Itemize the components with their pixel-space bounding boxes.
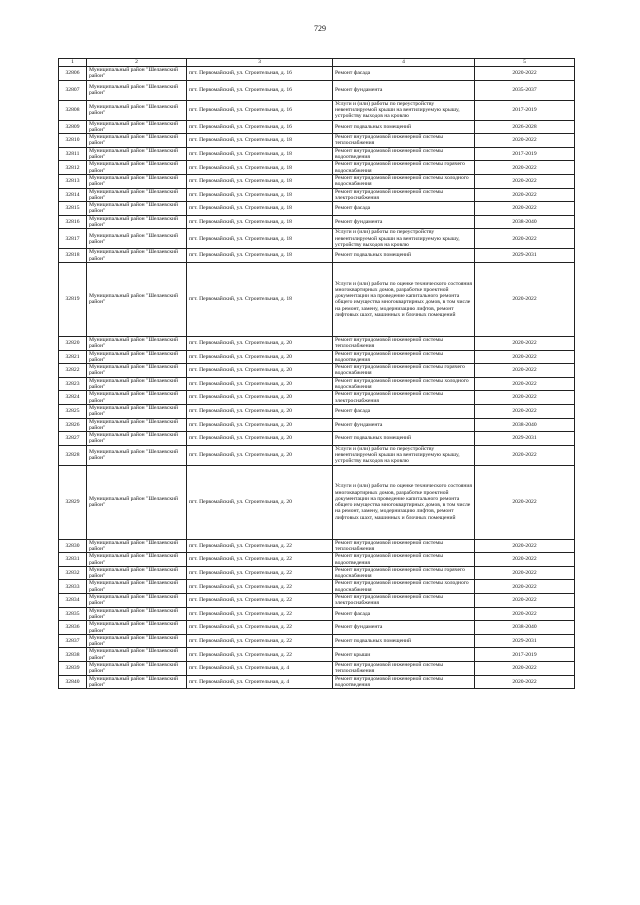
row-number-cell: 32823 xyxy=(59,377,87,391)
table-row xyxy=(59,539,575,553)
work-type-cell: Ремонт фасада xyxy=(333,404,475,418)
address-cell: пгт. Первомайский, ул. Строительная, д. 22 xyxy=(187,539,333,553)
row-number-cell: 32825 xyxy=(59,404,87,418)
period-cell: 2020-2022 xyxy=(475,336,575,350)
work-type-cell: Ремонт внутридомовой инженерной системы холодного водоснабжения xyxy=(333,174,475,188)
table-row xyxy=(59,594,575,608)
period-cell: 2029-2031 xyxy=(475,249,575,263)
row-number-cell: 32831 xyxy=(59,553,87,567)
period-cell: 2020-2022 xyxy=(475,134,575,148)
address-cell: пгт. Первомайский, ул. Строительная, д. 18 xyxy=(187,174,333,188)
period-cell: 2029-2031 xyxy=(475,634,575,648)
work-type-cell: Ремонт внутридомовой инженерной системы электроснабжения xyxy=(333,594,475,608)
municipality-cell: Муниципальный район "Шелаевский район" xyxy=(87,134,187,148)
row-number-cell: 32839 xyxy=(59,662,87,676)
table-row xyxy=(59,100,575,120)
table-row xyxy=(59,465,575,539)
row-number-cell: 32817 xyxy=(59,229,87,249)
address-cell: пгт. Первомайский, ул. Строительная, д. 18 xyxy=(187,249,333,263)
municipality-cell: Муниципальный район "Шелаевский район" xyxy=(87,120,187,134)
work-type-cell: Ремонт внутридомовой инженерной системы теплоснабжения xyxy=(333,134,475,148)
work-type-cell: Ремонт внутридомовой инженерной системы горячего водоснабжения xyxy=(333,566,475,580)
address-cell: пгт. Первомайский, ул. Строительная, д. 20 xyxy=(187,432,333,446)
row-number-cell: 32837 xyxy=(59,634,87,648)
work-type-cell: Услуги и (или) работы по переустройству невентилируемой крыши на вентилируемую крышу, устройству выходов на кровлю xyxy=(333,100,475,120)
municipality-cell: Муниципальный район "Шелаевский район" xyxy=(87,202,187,216)
period-cell: 2020-2022 xyxy=(475,350,575,364)
row-number-cell: 32815 xyxy=(59,202,87,216)
table-row xyxy=(59,67,575,81)
table-row xyxy=(59,648,575,662)
row-number-cell: 32829 xyxy=(59,465,87,539)
work-type-cell: Ремонт фасада xyxy=(333,607,475,621)
work-type-cell: Услуги и (или) работы по переустройству невентилируемой крыши на вентилируемую крышу, устройству выходов на кровлю xyxy=(333,229,475,249)
row-number-cell: 32816 xyxy=(59,215,87,229)
municipality-cell: Муниципальный район "Шелаевский район" xyxy=(87,539,187,553)
municipality-cell: Муниципальный район "Шелаевский район" xyxy=(87,174,187,188)
work-type-cell: Услуги и (или) работы по оценке технического состояния многоквартирных домов, разработке проектной документации на проведение капитального ремонта общего имущества многоквартирных домов, в том числе на ремонт, замену, модернизацию лифтов, ремонт лифтовых шахт, машинных и блочных помещений xyxy=(333,465,475,539)
address-cell: пгт. Первомайский, ул. Строительная, д. 22 xyxy=(187,648,333,662)
table-row xyxy=(59,566,575,580)
work-type-cell: Ремонт внутридомовой инженерной системы горячего водоснабжения xyxy=(333,161,475,175)
row-number-cell: 32838 xyxy=(59,648,87,662)
table-row xyxy=(59,553,575,567)
address-cell: пгт. Первомайский, ул. Строительная, д. 4 xyxy=(187,675,333,689)
address-cell: пгт. Первомайский, ул. Строительная, д. 18 xyxy=(187,202,333,216)
column-number-1: 1 xyxy=(59,59,87,67)
municipality-cell: Муниципальный район "Шелаевский район" xyxy=(87,445,187,465)
table-row xyxy=(59,391,575,405)
period-cell: 2017-2019 xyxy=(475,147,575,161)
row-number-cell: 32821 xyxy=(59,350,87,364)
table-row xyxy=(59,432,575,446)
address-cell: пгт. Первомайский, ул. Строительная, д. 20 xyxy=(187,350,333,364)
page-number: 729 xyxy=(314,24,326,33)
municipality-cell: Муниципальный район "Шелаевский район" xyxy=(87,262,187,336)
period-cell: 2020-2022 xyxy=(475,675,575,689)
work-type-cell: Ремонт внутридомовой инженерной системы теплоснабжения xyxy=(333,662,475,676)
row-number-cell: 32806 xyxy=(59,67,87,81)
work-type-cell: Ремонт внутридомовой инженерной системы холодного водоснабжения xyxy=(333,580,475,594)
address-cell: пгт. Первомайский, ул. Строительная, д. 18 xyxy=(187,229,333,249)
municipality-cell: Муниципальный район "Шелаевский район" xyxy=(87,432,187,446)
row-number-cell: 32822 xyxy=(59,364,87,378)
municipality-cell: Муниципальный район "Шелаевский район" xyxy=(87,350,187,364)
column-number-2: 2 xyxy=(87,59,187,67)
table-row xyxy=(59,188,575,202)
row-number-cell: 32808 xyxy=(59,100,87,120)
row-number-cell: 32818 xyxy=(59,249,87,263)
row-number-cell: 32830 xyxy=(59,539,87,553)
period-cell: 2020-2022 xyxy=(475,404,575,418)
period-cell: 2020-2022 xyxy=(475,364,575,378)
period-cell: 2020-2022 xyxy=(475,594,575,608)
row-number-cell: 32809 xyxy=(59,120,87,134)
row-number-cell: 32832 xyxy=(59,566,87,580)
period-cell: 2017-2019 xyxy=(475,648,575,662)
address-cell: пгт. Первомайский, ул. Строительная, д. 20 xyxy=(187,445,333,465)
table-row xyxy=(59,202,575,216)
table-row xyxy=(59,147,575,161)
address-cell: пгт. Первомайский, ул. Строительная, д. 16 xyxy=(187,120,333,134)
address-cell: пгт. Первомайский, ул. Строительная, д. 18 xyxy=(187,188,333,202)
work-type-cell: Услуги и (или) работы по оценке технического состояния многоквартирных домов, разработке проектной документации на проведение капитального ремонта общего имущества многоквартирных домов, в том числе на ремонт, замену, модернизацию лифтов, ремонт лифтовых шахт, машинных и блочных помещений xyxy=(333,262,475,336)
table-row xyxy=(59,404,575,418)
municipality-cell: Муниципальный район "Шелаевский район" xyxy=(87,607,187,621)
row-number-cell: 32834 xyxy=(59,594,87,608)
registry-table xyxy=(58,58,575,689)
table-row xyxy=(59,377,575,391)
municipality-cell: Муниципальный район "Шелаевский район" xyxy=(87,80,187,100)
row-number-cell: 32812 xyxy=(59,161,87,175)
address-cell: пгт. Первомайский, ул. Строительная, д. 22 xyxy=(187,580,333,594)
address-cell: пгт. Первомайский, ул. Строительная, д. 20 xyxy=(187,418,333,432)
period-cell: 2020-2022 xyxy=(475,229,575,249)
address-cell: пгт. Первомайский, ул. Строительная, д. 20 xyxy=(187,465,333,539)
row-number-cell: 32820 xyxy=(59,336,87,350)
municipality-cell: Муниципальный район "Шелаевский район" xyxy=(87,648,187,662)
work-type-cell: Ремонт крыши xyxy=(333,648,475,662)
table-row xyxy=(59,350,575,364)
period-cell: 2020-2022 xyxy=(475,607,575,621)
municipality-cell: Муниципальный район "Шелаевский район" xyxy=(87,391,187,405)
address-cell: пгт. Первомайский, ул. Строительная, д. 22 xyxy=(187,566,333,580)
work-type-cell: Услуги и (или) работы по переустройству невентилируемой крыши на вентилируемую крышу, устройству выходов на кровлю xyxy=(333,445,475,465)
row-number-cell: 32836 xyxy=(59,621,87,635)
period-cell: 2038-2040 xyxy=(475,621,575,635)
table-row xyxy=(59,134,575,148)
period-cell: 2020-2022 xyxy=(475,188,575,202)
address-cell: пгт. Первомайский, ул. Строительная, д. 22 xyxy=(187,634,333,648)
period-cell: 2020-2022 xyxy=(475,662,575,676)
address-cell: пгт. Первомайский, ул. Строительная, д. 16 xyxy=(187,80,333,100)
column-number-5: 5 xyxy=(475,59,575,67)
municipality-cell: Муниципальный район "Шелаевский район" xyxy=(87,249,187,263)
address-cell: пгт. Первомайский, ул. Строительная, д. 22 xyxy=(187,594,333,608)
period-cell: 2038-2040 xyxy=(475,215,575,229)
table-row xyxy=(59,634,575,648)
municipality-cell: Муниципальный район "Шелаевский район" xyxy=(87,100,187,120)
period-cell: 2020-2022 xyxy=(475,465,575,539)
work-type-cell: Ремонт подвальных помещений xyxy=(333,120,475,134)
period-cell: 2020-2022 xyxy=(475,580,575,594)
table-row xyxy=(59,262,575,336)
address-cell: пгт. Первомайский, ул. Строительная, д. 22 xyxy=(187,621,333,635)
work-type-cell: Ремонт внутридомовой инженерной системы электроснабжения xyxy=(333,188,475,202)
work-type-cell: Ремонт подвальных помещений xyxy=(333,432,475,446)
municipality-cell: Муниципальный район "Шелаевский район" xyxy=(87,229,187,249)
work-type-cell: Ремонт подвальных помещений xyxy=(333,249,475,263)
table-row xyxy=(59,336,575,350)
row-number-cell: 32828 xyxy=(59,445,87,465)
period-cell: 2020-2022 xyxy=(475,377,575,391)
row-number-cell: 32840 xyxy=(59,675,87,689)
row-number-cell: 32827 xyxy=(59,432,87,446)
row-number-cell: 32813 xyxy=(59,174,87,188)
address-cell: пгт. Первомайский, ул. Строительная, д. 18 xyxy=(187,262,333,336)
work-type-cell: Ремонт фасада xyxy=(333,67,475,81)
period-cell: 2020-2022 xyxy=(475,566,575,580)
municipality-cell: Муниципальный район "Шелаевский район" xyxy=(87,147,187,161)
period-cell: 2020-2022 xyxy=(475,391,575,405)
address-cell: пгт. Первомайский, ул. Строительная, д. 18 xyxy=(187,161,333,175)
table-row xyxy=(59,621,575,635)
row-number-cell: 32826 xyxy=(59,418,87,432)
municipality-cell: Муниципальный район "Шелаевский район" xyxy=(87,580,187,594)
municipality-cell: Муниципальный район "Шелаевский район" xyxy=(87,188,187,202)
municipality-cell: Муниципальный район "Шелаевский район" xyxy=(87,67,187,81)
municipality-cell: Муниципальный район "Шелаевский район" xyxy=(87,336,187,350)
row-number-cell: 32811 xyxy=(59,147,87,161)
municipality-cell: Муниципальный район "Шелаевский район" xyxy=(87,566,187,580)
row-number-cell: 32819 xyxy=(59,262,87,336)
work-type-cell: Ремонт фундамента xyxy=(333,418,475,432)
address-cell: пгт. Первомайский, ул. Строительная, д. 18 xyxy=(187,215,333,229)
period-cell: 2020-2022 xyxy=(475,174,575,188)
municipality-cell: Муниципальный район "Шелаевский район" xyxy=(87,215,187,229)
municipality-cell: Муниципальный район "Шелаевский район" xyxy=(87,662,187,676)
table-row xyxy=(59,580,575,594)
table-row xyxy=(59,215,575,229)
address-cell: пгт. Первомайский, ул. Строительная, д. 20 xyxy=(187,391,333,405)
work-type-cell: Ремонт внутридомовой инженерной системы теплоснабжения xyxy=(333,539,475,553)
column-number-4: 4 xyxy=(333,59,475,67)
address-cell: пгт. Первомайский, ул. Строительная, д. 18 xyxy=(187,134,333,148)
period-cell: 2020-2022 xyxy=(475,67,575,81)
municipality-cell: Муниципальный район "Шелаевский район" xyxy=(87,465,187,539)
address-cell: пгт. Первомайский, ул. Строительная, д. 20 xyxy=(187,377,333,391)
municipality-cell: Муниципальный район "Шелаевский район" xyxy=(87,553,187,567)
row-number-cell: 32833 xyxy=(59,580,87,594)
table-row xyxy=(59,249,575,263)
municipality-cell: Муниципальный район "Шелаевский район" xyxy=(87,404,187,418)
period-cell: 2026-2028 xyxy=(475,120,575,134)
row-number-cell: 32814 xyxy=(59,188,87,202)
work-type-cell: Ремонт внутридомовой инженерной системы холодного водоснабжения xyxy=(333,377,475,391)
row-number-cell: 32807 xyxy=(59,80,87,100)
address-cell: пгт. Первомайский, ул. Строительная, д. 16 xyxy=(187,100,333,120)
municipality-cell: Муниципальный район "Шелаевский район" xyxy=(87,621,187,635)
period-cell: 2020-2022 xyxy=(475,539,575,553)
column-number-3: 3 xyxy=(187,59,333,67)
table-row xyxy=(59,607,575,621)
address-cell: пгт. Первомайский, ул. Строительная, д. 18 xyxy=(187,147,333,161)
municipality-cell: Муниципальный район "Шелаевский район" xyxy=(87,364,187,378)
municipality-cell: Муниципальный район "Шелаевский район" xyxy=(87,161,187,175)
column-number-row xyxy=(59,59,575,67)
table-row xyxy=(59,675,575,689)
row-number-cell: 32810 xyxy=(59,134,87,148)
table-row xyxy=(59,174,575,188)
period-cell: 2038-2040 xyxy=(475,418,575,432)
work-type-cell: Ремонт фундамента xyxy=(333,80,475,100)
address-cell: пгт. Первомайский, ул. Строительная, д. 22 xyxy=(187,553,333,567)
work-type-cell: Ремонт фундамента xyxy=(333,621,475,635)
municipality-cell: Муниципальный район "Шелаевский район" xyxy=(87,675,187,689)
work-type-cell: Ремонт внутридомовой инженерной системы теплоснабжения xyxy=(333,336,475,350)
municipality-cell: Муниципальный район "Шелаевский район" xyxy=(87,418,187,432)
table-row xyxy=(59,120,575,134)
period-cell: 2035-2037 xyxy=(475,80,575,100)
work-type-cell: Ремонт фасада xyxy=(333,202,475,216)
period-cell: 2029-2031 xyxy=(475,432,575,446)
period-cell: 2020-2022 xyxy=(475,262,575,336)
period-cell: 2020-2022 xyxy=(475,202,575,216)
row-number-cell: 32835 xyxy=(59,607,87,621)
municipality-cell: Муниципальный район "Шелаевский район" xyxy=(87,634,187,648)
work-type-cell: Ремонт внутридомовой инженерной системы горячего водоснабжения xyxy=(333,364,475,378)
work-type-cell: Ремонт внутридомовой инженерной системы водоотведения xyxy=(333,675,475,689)
period-cell: 2020-2022 xyxy=(475,161,575,175)
work-type-cell: Ремонт фундамента xyxy=(333,215,475,229)
table-row xyxy=(59,364,575,378)
work-type-cell: Ремонт внутридомовой инженерной системы водоотведения xyxy=(333,350,475,364)
table-row xyxy=(59,418,575,432)
work-type-cell: Ремонт подвальных помещений xyxy=(333,634,475,648)
address-cell: пгт. Первомайский, ул. Строительная, д. 20 xyxy=(187,404,333,418)
period-cell: 2017-2019 xyxy=(475,100,575,120)
table-row xyxy=(59,80,575,100)
work-type-cell: Ремонт внутридомовой инженерной системы электроснабжения xyxy=(333,391,475,405)
table-row xyxy=(59,662,575,676)
address-cell: пгт. Первомайский, ул. Строительная, д. 20 xyxy=(187,336,333,350)
municipality-cell: Муниципальный район "Шелаевский район" xyxy=(87,377,187,391)
address-cell: пгт. Первомайский, ул. Строительная, д. 16 xyxy=(187,67,333,81)
period-cell: 2020-2022 xyxy=(475,553,575,567)
table-row xyxy=(59,445,575,465)
table-row xyxy=(59,229,575,249)
municipality-cell: Муниципальный район "Шелаевский район" xyxy=(87,594,187,608)
address-cell: пгт. Первомайский, ул. Строительная, д. 22 xyxy=(187,607,333,621)
address-cell: пгт. Первомайский, ул. Строительная, д. 4 xyxy=(187,662,333,676)
row-number-cell: 32824 xyxy=(59,391,87,405)
work-type-cell: Ремонт внутридомовой инженерной системы водоотведения xyxy=(333,147,475,161)
work-type-cell: Ремонт внутридомовой инженерной системы водоотведения xyxy=(333,553,475,567)
table-row xyxy=(59,161,575,175)
address-cell: пгт. Первомайский, ул. Строительная, д. 20 xyxy=(187,364,333,378)
period-cell: 2020-2022 xyxy=(475,445,575,465)
